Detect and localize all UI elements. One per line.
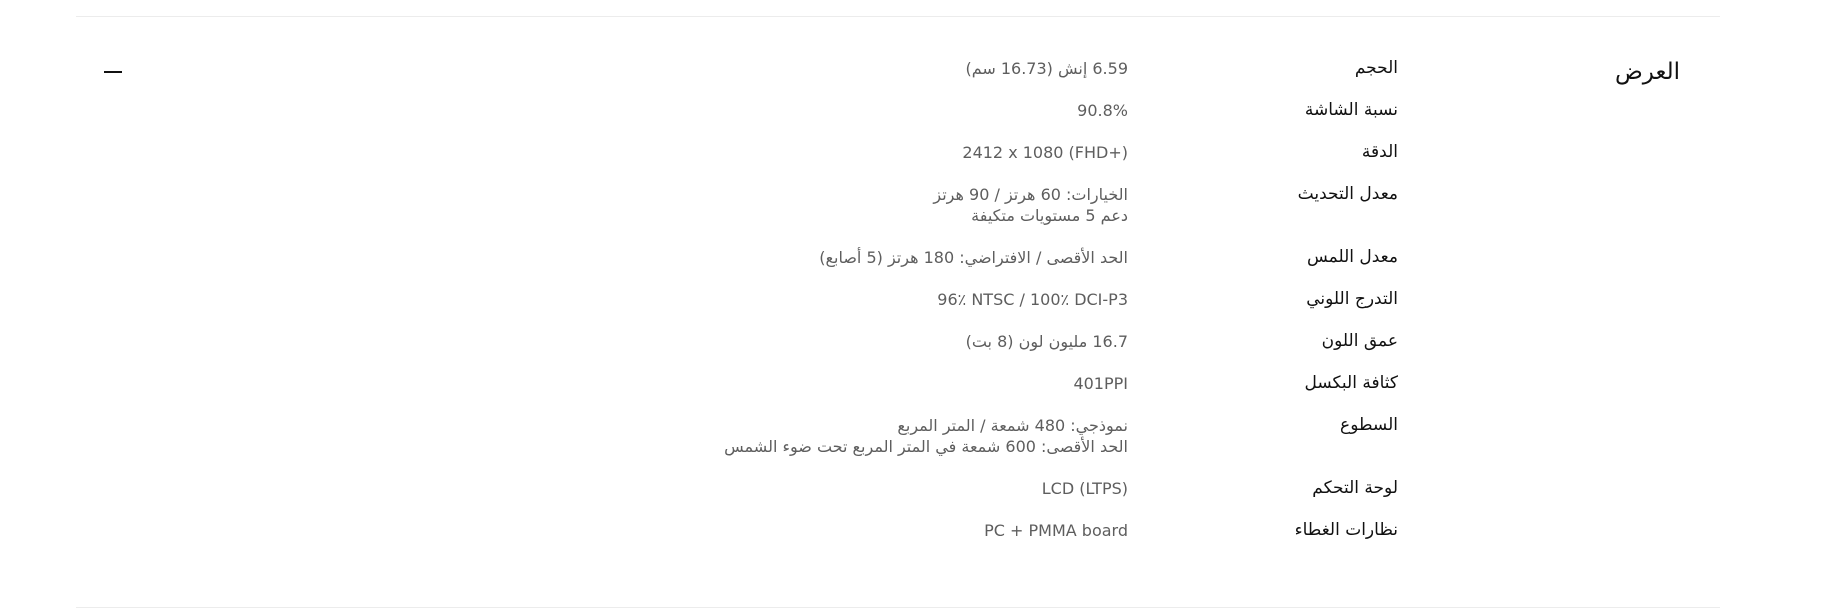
spec-value: [1042, 478, 1128, 499]
minus-icon: [104, 71, 122, 73]
spec-value-line: LCD (LTPS): [1041, 479, 1128, 498]
spec-label: الدقة: [1361, 142, 1398, 162]
spec-value: [965, 58, 1128, 79]
spec-value-line: 96٪ NTSC / 100٪ DCI-P3: [937, 290, 1128, 309]
spec-label: التدرج اللوني: [1306, 289, 1398, 309]
spec-row-color-gamut: [724, 289, 1398, 310]
spec-value: [1077, 100, 1128, 121]
spec-row-cover-glass: [724, 520, 1398, 541]
spec-label: معدل التحديث: [1297, 184, 1398, 204]
spec-value: [984, 520, 1128, 541]
spec-value-line: الخيارات: 60 هرتز / 90 هرتز: [933, 185, 1128, 204]
section-title: العرض: [1615, 59, 1680, 85]
spec-label: السطوع: [1340, 415, 1398, 435]
top-divider: [76, 16, 1720, 17]
spec-value-line: 6.59 إنش (16.73 سم): [965, 59, 1128, 78]
spec-row-pixel-density: [724, 373, 1398, 394]
spec-value: [966, 331, 1128, 352]
spec-value-line: دعم 5 مستويات متكيفة: [971, 206, 1128, 225]
bottom-divider: [76, 607, 1720, 608]
spec-label: نظارات الغطاء: [1294, 520, 1398, 540]
spec-value: [819, 247, 1128, 268]
spec-value-line: الحد الأقصى: 600 شمعة في المتر المربع تحت ضوء الشمس: [724, 437, 1128, 456]
spec-value-line: 401PPI: [1073, 374, 1128, 393]
spec-label: كثافة البكسل: [1304, 373, 1398, 393]
spec-value: [1073, 373, 1128, 394]
spec-label: معدل اللمس: [1306, 247, 1398, 267]
spec-value-line: الحد الأقصى / الافتراضي: 180 هرتز (5 أصابع): [819, 248, 1128, 267]
spec-label: نسبة الشاشة: [1304, 100, 1398, 120]
spec-label: الحجم: [1354, 58, 1398, 78]
spec-value-line: نموذجي: 480 شمعة / المتر المربع: [897, 416, 1128, 435]
spec-row-size: [724, 58, 1398, 79]
spec-row-resolution: [724, 142, 1398, 163]
collapse-toggle-button[interactable]: [102, 60, 122, 84]
spec-row-panel: [724, 478, 1398, 499]
spec-value: [933, 184, 1128, 226]
spec-value-line: 2412 x 1080 (FHD+): [962, 143, 1128, 162]
spec-row-screen-ratio: [724, 100, 1398, 121]
spec-row-refresh-rate: [724, 184, 1398, 226]
spec-row-brightness: [724, 415, 1398, 457]
spec-value-line: 16.7 مليون لون (8 بت): [965, 332, 1128, 351]
spec-value-line: PC + PMMA board: [984, 521, 1128, 540]
spec-value-line: 90.8%: [1077, 101, 1128, 120]
spec-value: [962, 142, 1128, 163]
spec-list: [724, 58, 1398, 562]
spec-row-color-depth: [724, 331, 1398, 352]
spec-label: عمق اللون: [1321, 331, 1398, 351]
spec-value: [724, 415, 1128, 457]
spec-row-touch-rate: [724, 247, 1398, 268]
spec-value: [937, 289, 1128, 310]
spec-label: لوحة التحكم: [1312, 478, 1398, 498]
